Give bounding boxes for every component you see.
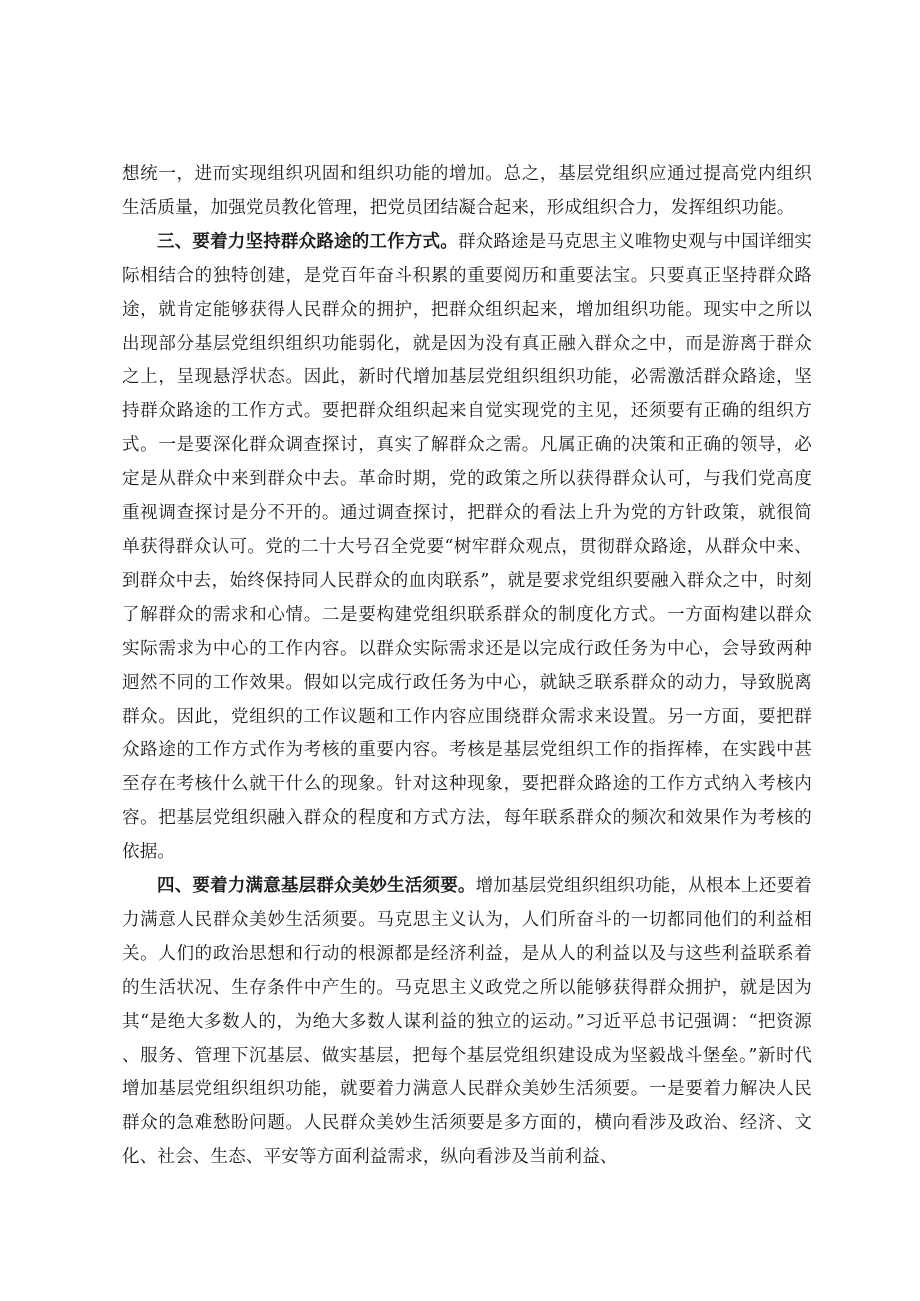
paragraph-1 <box>122 158 812 226</box>
paragraph-3 <box>122 870 812 1175</box>
section-heading-4: 四、要着力满意基层群众美妙生活须要。 <box>157 876 476 897</box>
paragraph-1-text: 想统一，进而实现组织巩固和组织功能的增加。总之，基层党组织应通过提高党内组织生活质量，加强党员教化管理，把党员团结凝合起来，形成组织合力，发挥组织功能。 <box>122 164 812 218</box>
paragraph-2 <box>122 226 812 870</box>
section-heading-3: 三、要着力坚持群众路途的工作方式。 <box>157 231 458 252</box>
paragraph-2-text: 群众路途是马克思主义唯物史观与中国详细实际相结合的独特创建，是党百年奋斗积累的重要阅历和重要法宝。只要真正坚持群众路途，就肯定能够获得人民群众的拥护，把群众组织起来，增加组织功能。现实中之所以出现部分基层党组织组织功能弱化，就是因为没有真正融入群众之中，而是游离于群众之上，呈现悬浮状态。因此，新时代增加基层党组织组织功能，必需激活群众路途，坚持群众路途的工作方式。要把群众组织起来自觉实现党的主见，还须要有正确的组织方式。一是要深化群众调查探讨，真实了解群众之需。凡属正确的决策和正确的领导，必定是从群众中来到群众中去。革命时期，党的政策之所以获得群众认可，与我们党高度重视调查探讨是分不开的。通过调查探讨，把群众的看法上升为党的方针政策，就很简单获得群众认可。党的二十大号召全党要“树牢群众观点，贯彻群众路途，从群众中来、到群众中去，始终保持同人民群众的血肉联系”，就是要求党组织要融入群众之中，时刻了解群众的需求和心情。二是要构建党组织联系群众的制度化方式。一方面构建以群众实际需求为中心的工作内容。以群众实际需求还是以完成行政任务为中心，会导致两种迥然不同的工作效果。假如以完成行政任务为中心，就缺乏联系群众的动力，导致脱离群众。因此，党组织的工作议题和工作内容应围绕群众需求来设置。另一方面，要把群众路途的工作方式作为考核的重要内容。考核是基层党组织工作的指挥棒，在实践中甚至存在考核什么就干什么的现象。针对这种现象，要把群众路途的工作方式纳入考核内容。把基层党组织融入群众的程度和方式方法，每年联系群众的频次和效果作为考核的依据。 <box>122 231 813 863</box>
paragraph-3-text: 增加基层党组织组织功能，从根本上还要着力满意人民群众美妙生活须要。马克思主义认为，人们所奋斗的一切都同他们的利益相关。人们的政治思想和行动的根源都是经济利益，是从人的利益以及与这些利益联系着的生活状况、生存条件中产生的。马克思主义政党之所以能够获得群众拥护，就是因为其“是绝大多数人的，为绝大多数人谋利益的独立的运动。”习近平总书记强调：“把资源、服务、管理下沉基层、做实基层，把每个基层党组织建设成为坚毅战斗堡垒。”新时代增加基层党组织组织功能，就要着力满意人民群众美妙生活须要。一是要着力解决人民群众的急难愁盼问题。人民群众美妙生活须要是多方面的，横向看涉及政治、经济、文化、社会、生态、平安等方面利益需求，纵向看涉及当前利益、 <box>122 876 812 1168</box>
body-text <box>122 158 812 1175</box>
